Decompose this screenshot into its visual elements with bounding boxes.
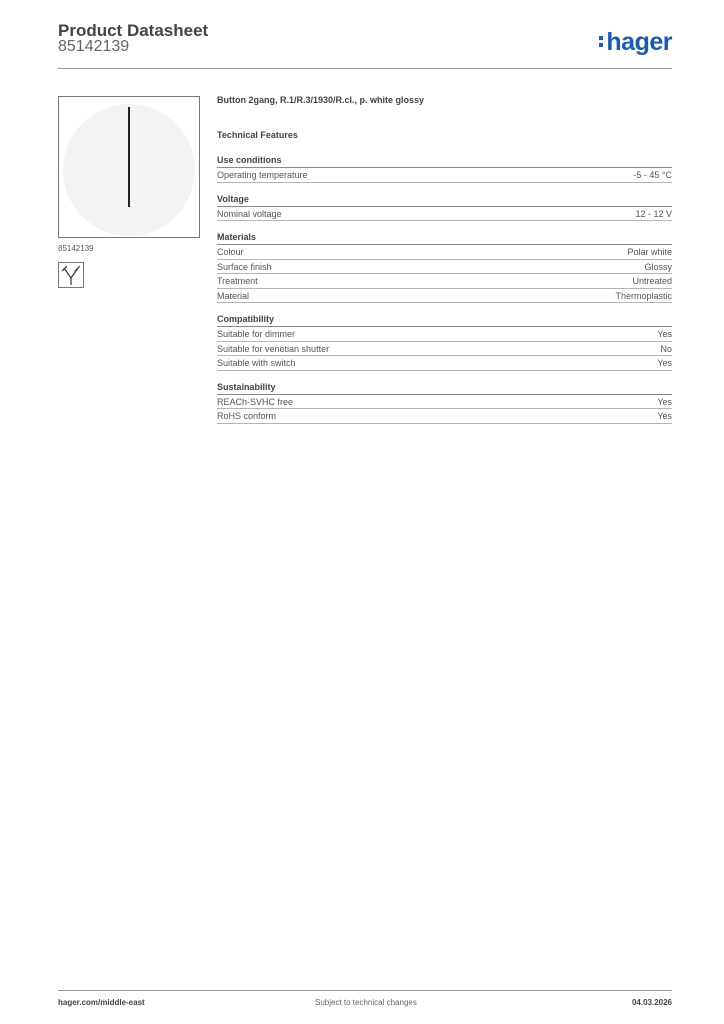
technical-features-title: Technical Features [217,130,298,140]
spec-value: Yes [657,329,672,339]
spec-row [217,168,672,183]
spec-label: Suitable for dimmer [217,329,296,339]
spec-label: Nominal voltage [217,208,282,219]
spec-label: Material [217,290,250,301]
spec-row [217,327,672,342]
spec-row [217,289,672,304]
spec-section [217,194,672,222]
product-code: 85142139 [58,244,94,253]
spec-value: Glossy [644,261,672,272]
section-heading: Materials [217,232,672,245]
hager-logo [599,28,672,57]
footer-date: 04.03.2026 [631,998,672,1007]
spec-row [217,274,672,289]
product-image [58,96,200,238]
logo-dots-icon [599,33,604,50]
spec-row [217,260,672,275]
spec-value: Untreated [632,276,672,286]
spec-label: Suitable with switch [217,358,296,368]
spec-row [217,245,672,260]
spec-section [217,314,672,371]
section-heading: Sustainability [217,382,672,395]
page-title: Product Datasheet [58,21,209,40]
spec-value: 12 - 12 V [635,208,672,219]
spec-row [217,409,672,424]
rocker-split-line [128,107,130,207]
spec-label: REACh-SVHC free [217,396,294,407]
spec-section [217,382,672,424]
footer-divider [58,990,672,991]
spec-row [217,342,672,357]
spec-label: Treatment [217,276,258,286]
spec-row [217,356,672,371]
spec-section [217,232,672,303]
spec-label: RoHS conform [217,411,277,421]
spec-value: Yes [657,411,672,421]
switch-symbol-icon [58,262,84,288]
section-heading: Compatibility [217,314,672,327]
footer-disclaimer: Subject to technical changes [315,998,417,1007]
product-name: Button 2gang, R.1/R.3/1930/R.cl., p. white glossy [217,95,425,105]
spec-value: No [660,343,672,354]
spec-content [217,95,672,424]
switch-symbol-glyph [59,263,83,287]
spec-row [217,395,672,410]
spec-value: Yes [657,358,672,368]
spec-label: Suitable for venetian shutter [217,343,330,354]
footer-website: hager.com/middle-east [58,998,145,1007]
section-heading: Use conditions [217,155,672,168]
spec-value: Thermoplastic [615,290,672,301]
spec-label: Operating temperature [217,170,308,180]
spec-section [217,155,672,183]
section-heading: Voltage [217,194,672,207]
spec-value: -5 - 45 °C [633,170,672,180]
spec-label: Colour [217,247,244,257]
logo-text: hager [606,28,672,56]
header-divider [58,68,672,69]
spec-sections [217,155,672,424]
spec-row [217,207,672,222]
spec-label: Surface finish [217,261,272,272]
spec-value: Yes [657,396,672,407]
article-number: 85142139 [58,38,130,55]
spec-value: Polar white [627,247,672,257]
